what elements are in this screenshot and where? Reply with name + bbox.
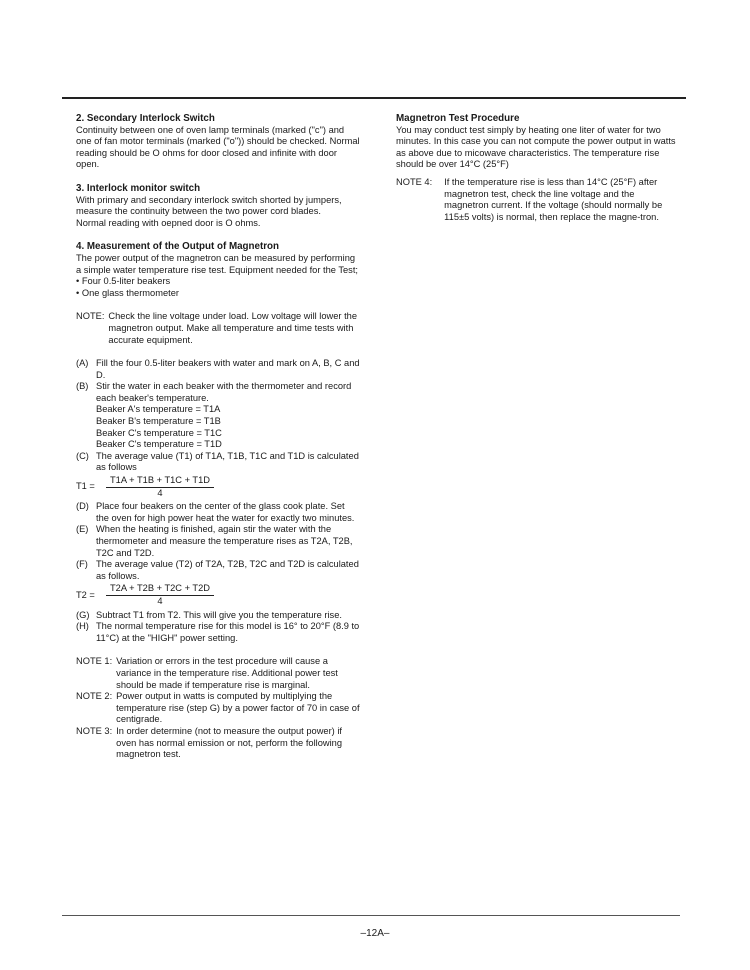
right-column	[396, 113, 678, 223]
step-text: Fill the four 0.5-liter beakers with water and mark on A, B, C and D.	[96, 358, 360, 380]
note-label: NOTE 3:	[76, 725, 113, 736]
step-letter: (C)	[76, 450, 89, 461]
formula-denominator: 4	[157, 487, 163, 498]
step-letter: (F)	[76, 559, 88, 570]
formula-numerator: T2A + T2B + T2C + T2D	[106, 583, 214, 596]
step-text: When the heating is finished, again stir the water with the thermometer and measure the temperature rises as T2A, T2B, T2C and T2D.	[96, 524, 353, 558]
step-d	[76, 501, 360, 524]
step-a	[76, 358, 360, 381]
note-text: Variation or errors in the test procedure will cause a variance in the temperature rise. Additional power test should be made if temperature rise is marginal.	[116, 656, 338, 690]
note-text: If the temperature rise is less than 14°C (25°F) after magnetron test, check the line voltage and the magnetron current. If the voltage (should normally be 115±5 volts) is normal, then replace the magne-tron.	[444, 176, 663, 222]
procedure-steps	[76, 358, 360, 644]
note-label: NOTE 1:	[76, 656, 113, 667]
reading-line: Beaker B's temperature = T1B	[96, 416, 221, 427]
note-2	[76, 691, 360, 726]
reading-line: Beaker A's temperature = T1A	[96, 404, 221, 415]
step-letter: (D)	[76, 501, 89, 512]
note-text: Check the line voltage under load. Low voltage will lower the magnetron output. Make all temperature and time tests with accurate equipment.	[108, 311, 358, 345]
step-f	[76, 559, 360, 582]
section-secondary-interlock-switch	[76, 113, 360, 171]
step-text: The normal temperature rise for this model is 16° to 20°F (8.9 to 11°C) at the "HIGH" power setting.	[96, 621, 360, 643]
section-body: You may conduct test simply by heating one liter of water for two minutes. In this case you can not compute the power output in watts as above due to micowave characteristics. The temperature rise should be over 14°C (25°F)	[396, 124, 676, 170]
section-heading: 4. Measurement of the Output of Magnetron	[76, 241, 280, 253]
section-body: Continuity between one of oven lamp terminals (marked ("c") and one of fan motor terminals (marked ("o")) should be checked. Normal reading should be O ohms for door closed and infinite with door open.	[76, 124, 360, 170]
reading-line: Beaker C's temperature = T1C	[96, 427, 222, 438]
note-1	[76, 656, 360, 691]
note-text: Power output in watts is computed by multiplying the temperature rise (step G) by a power factor of 70 in case of centigrade.	[116, 691, 360, 725]
step-content	[96, 451, 360, 474]
section-body: The power output of the magnetron can be measured by performing a simple water temperature rise test. Equipment needed for the Test;	[76, 252, 358, 275]
section-heading: Magnetron Test Procedure	[396, 113, 520, 124]
section-heading: 2. Secondary Interlock Switch	[76, 113, 215, 124]
step-e	[76, 524, 360, 559]
section-heading: 3. Interlock monitor switch	[76, 182, 201, 194]
formula-fraction	[106, 583, 214, 607]
note-line-voltage	[76, 311, 360, 346]
bottom-rule	[62, 915, 680, 916]
step-letter: (A)	[76, 358, 89, 369]
step-b	[76, 381, 360, 451]
formula-lhs: T1 =	[76, 481, 95, 492]
reading-line: Beaker C's temperature = T1D	[96, 439, 222, 450]
step-text: The average value (T2) of T2A, T2B, T2C and T2D is calculated as follows.	[96, 559, 359, 581]
formula-numerator: T1A + T1B + T1C + T1D	[106, 475, 214, 488]
equipment-bullet: • One glass thermometer	[76, 288, 360, 300]
top-rule	[62, 97, 686, 99]
step-letter: (B)	[76, 381, 89, 392]
section-body: With primary and secondary interlock switch shorted by jumpers, measure the continuity between the two power cord blades.	[76, 194, 342, 217]
step-text: Place four beakers on the center of the glass cook plate. Set the oven for high power heat the water for exactly two minutes.	[96, 501, 355, 523]
step-c	[76, 451, 360, 474]
section-magnetron-test-procedure	[396, 113, 678, 171]
step-letter: (G)	[76, 609, 90, 620]
step-text: Stir the water in each beaker with the thermometer and record each beaker's temperature.	[96, 381, 352, 403]
step-h	[76, 621, 360, 644]
step-letter: (H)	[76, 621, 89, 632]
note-4	[396, 177, 678, 223]
formula-t2	[76, 583, 360, 607]
step-text: The average value (T1) of T1A, T1B, T1C and T1D is calculated as follows	[96, 450, 359, 473]
section-measurement-magnetron-output	[76, 241, 360, 760]
section-interlock-monitor-switch	[76, 183, 360, 229]
formula-fraction	[106, 475, 214, 499]
note-label: NOTE:	[76, 311, 105, 322]
equipment-bullet: • Four 0.5-liter beakers	[76, 276, 360, 288]
note-3	[76, 726, 360, 761]
note-label: NOTE 2:	[76, 691, 113, 702]
formula-lhs: T2 =	[76, 589, 95, 600]
note-label: NOTE 4:	[396, 176, 433, 187]
formula-denominator: 4	[157, 595, 163, 606]
step-content	[96, 381, 360, 451]
page-number: –12A–	[360, 928, 390, 939]
left-column	[76, 113, 360, 773]
step-text: Subtract T1 from T2. This will give you the temperature rise.	[96, 609, 342, 620]
step-letter: (E)	[76, 524, 89, 535]
step-g	[76, 610, 360, 622]
formula-t1	[76, 475, 360, 499]
note-text: In order determine (not to measure the output power) if oven has normal emission or not, perform the following magnetron test.	[116, 725, 342, 760]
section-body-continued: Normal reading with oepned door is O ohms.	[76, 217, 261, 228]
